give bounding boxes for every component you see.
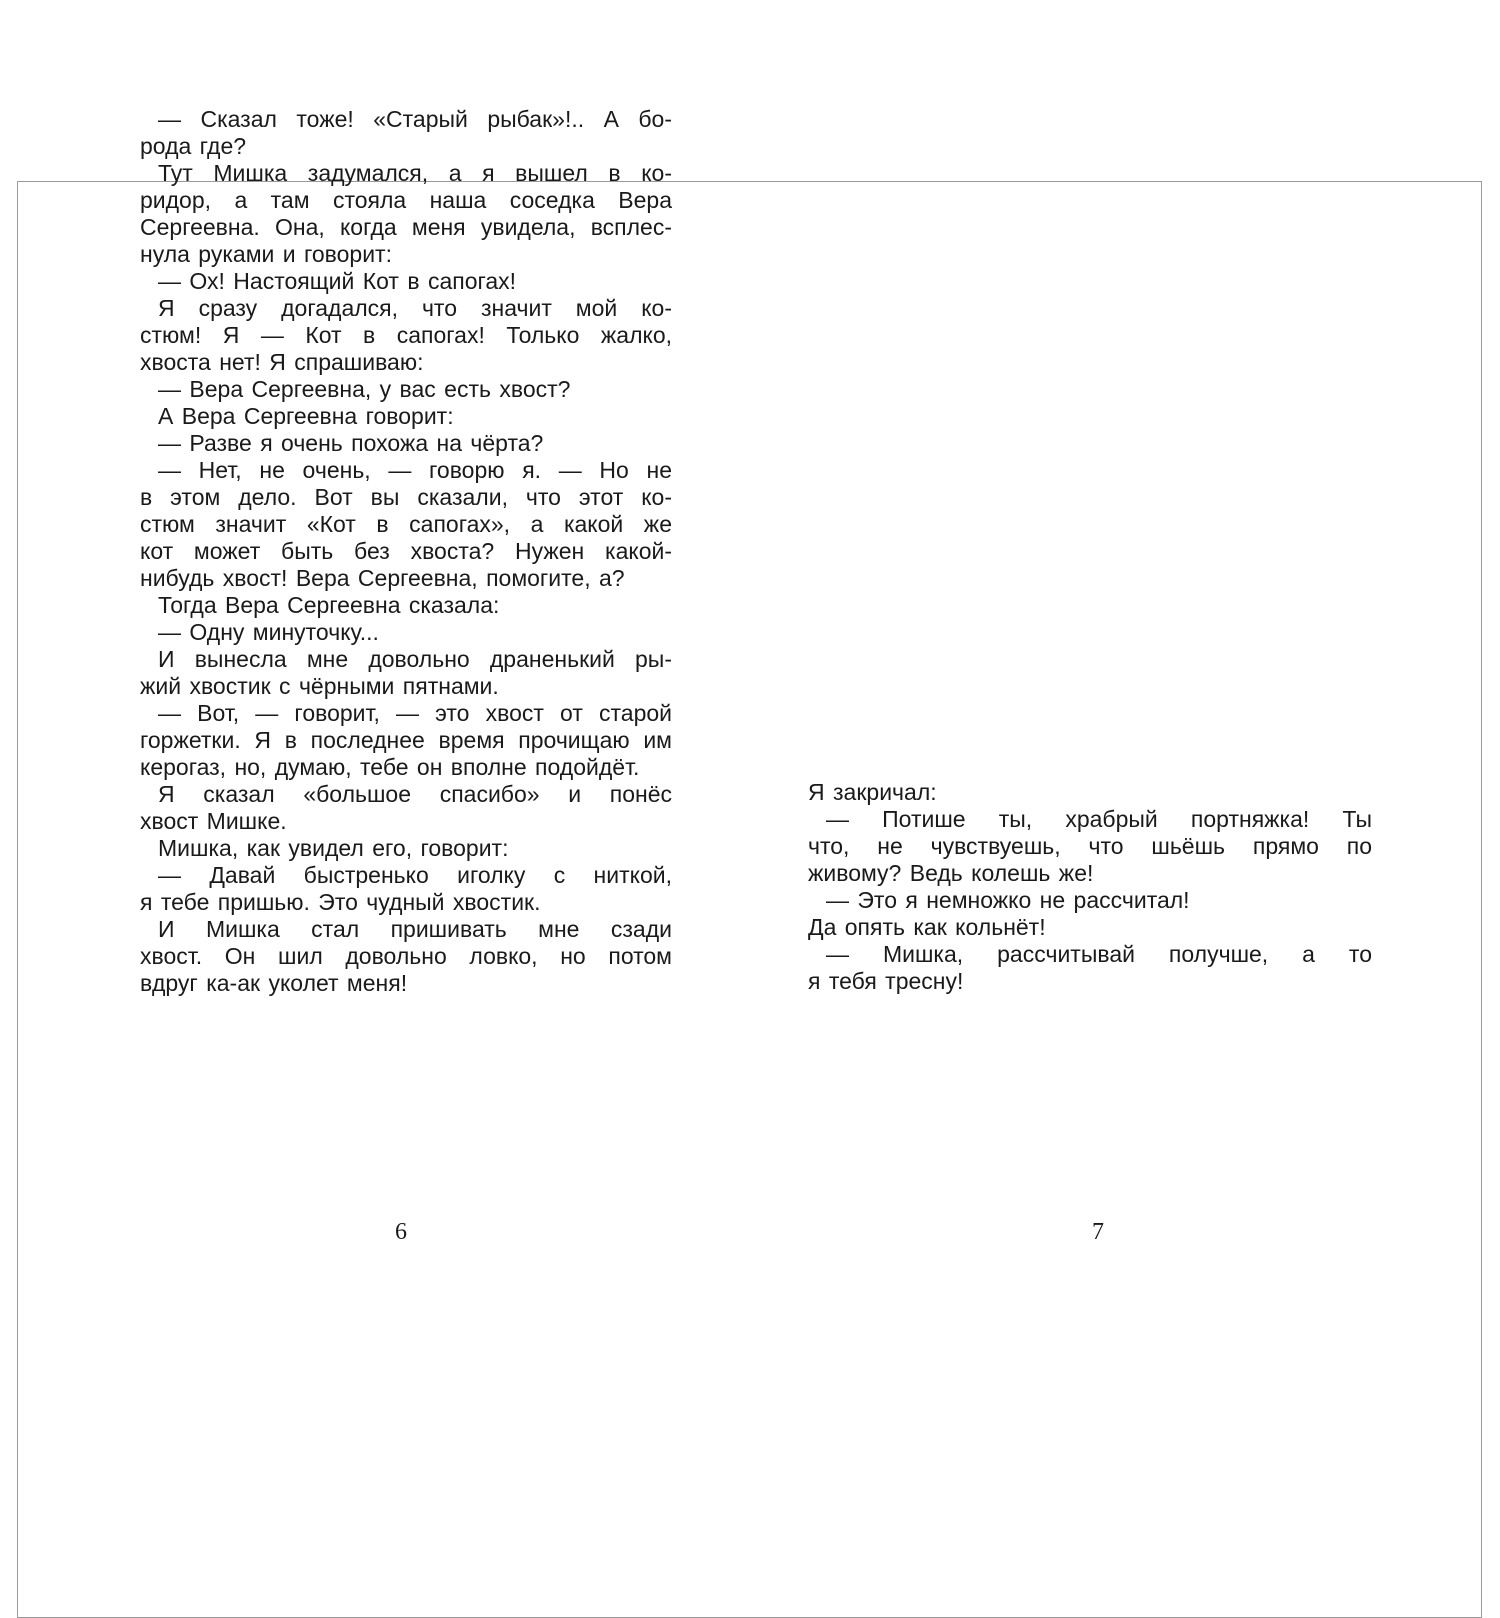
text-line: живому? Ведь колешь же! [808, 860, 1094, 886]
left-page-text [140, 106, 672, 997]
text-line: ридор, а там стояла наша соседка Вера [140, 187, 672, 213]
text-line: нула руками и говорит: [140, 241, 392, 267]
left-page [0, 0, 732, 1500]
text-line: — Разве я очень похожа на чёрта? [158, 430, 544, 456]
page-number-right: 7 [1092, 1219, 1104, 1245]
text-line: я тебе пришью. Это чудный хвостик. [140, 889, 541, 915]
text-line: рода где? [140, 133, 247, 159]
text-line: Я сразу догадался, что значит мой ко- [158, 295, 672, 321]
text-line: — Нет, не очень, — говорю я. — Но не [158, 457, 672, 483]
text-line: керогаз, но, думаю, тебе он вполне подойдёт. [140, 754, 640, 780]
page-number-left: 6 [395, 1219, 407, 1245]
text-line: — Вот, — говорит, — это хвост от старой [158, 700, 672, 726]
text-line: — Одну минуточку... [158, 619, 379, 645]
text-line: стюм! Я — Кот в сапогах! Только жалко, [140, 322, 672, 348]
text-line: в этом дело. Вот вы сказали, что этот ко- [140, 484, 672, 510]
text-line: Мишка, как увидел его, говорит: [158, 835, 509, 861]
text-line: я тебя тресну! [808, 968, 964, 994]
text-line: — Это я немножко не рассчитал! [826, 887, 1190, 913]
text-line: стюм значит «Кот в сапогах», а какой же [140, 511, 672, 537]
text-line: И Мишка стал пришивать мне сзади [158, 916, 672, 942]
text-line: хвост Мишке. [140, 808, 287, 834]
text-line: Я сказал «большое спасибо» и понёс [158, 781, 672, 807]
text-line: — Сказал тоже! «Старый рыбак»!.. А бо- [158, 106, 672, 132]
text-line: Сергеевна. Она, когда меня увидела, всплес- [140, 214, 672, 240]
text-line: — Давай быстренько иголку с ниткой, [158, 862, 672, 888]
text-line: вдруг ка-ак уколет меня! [140, 970, 408, 996]
text-line: нибудь хвост! Вера Сергеевна, помогите, а? [140, 565, 625, 591]
text-line: что, не чувствуешь, что шьёшь прямо по [808, 833, 1372, 859]
right-page [732, 0, 1464, 1500]
text-line: — Ох! Настоящий Кот в сапогах! [158, 268, 517, 294]
text-line: кот может быть без хвоста? Нужен какой- [140, 538, 672, 564]
text-line: Я закричал: [808, 779, 937, 805]
text-line: хвоста нет! Я спрашиваю: [140, 349, 424, 375]
text-line: И вынесла мне довольно драненький ры- [158, 646, 672, 672]
text-line: хвост. Он шил довольно ловко, но потом [140, 943, 672, 969]
text-line: Тут Мишка задумался, а я вышел в ко- [158, 160, 672, 186]
text-line: — Потише ты, храбрый портняжка! Ты [826, 806, 1372, 832]
text-line: Да опять как кольнёт! [808, 914, 1046, 940]
text-line: Тогда Вера Сергеевна сказала: [158, 592, 500, 618]
text-line: А Вера Сергеевна говорит: [158, 403, 454, 429]
right-page-text [808, 779, 1372, 995]
text-line: жий хвостик с чёрными пятнами. [140, 673, 499, 699]
text-line: — Мишка, рассчитывай получше, а то [826, 941, 1372, 967]
text-line: горжетки. Я в последнее время прочищаю им [140, 727, 672, 753]
text-line: — Вера Сергеевна, у вас есть хвост? [158, 376, 571, 402]
